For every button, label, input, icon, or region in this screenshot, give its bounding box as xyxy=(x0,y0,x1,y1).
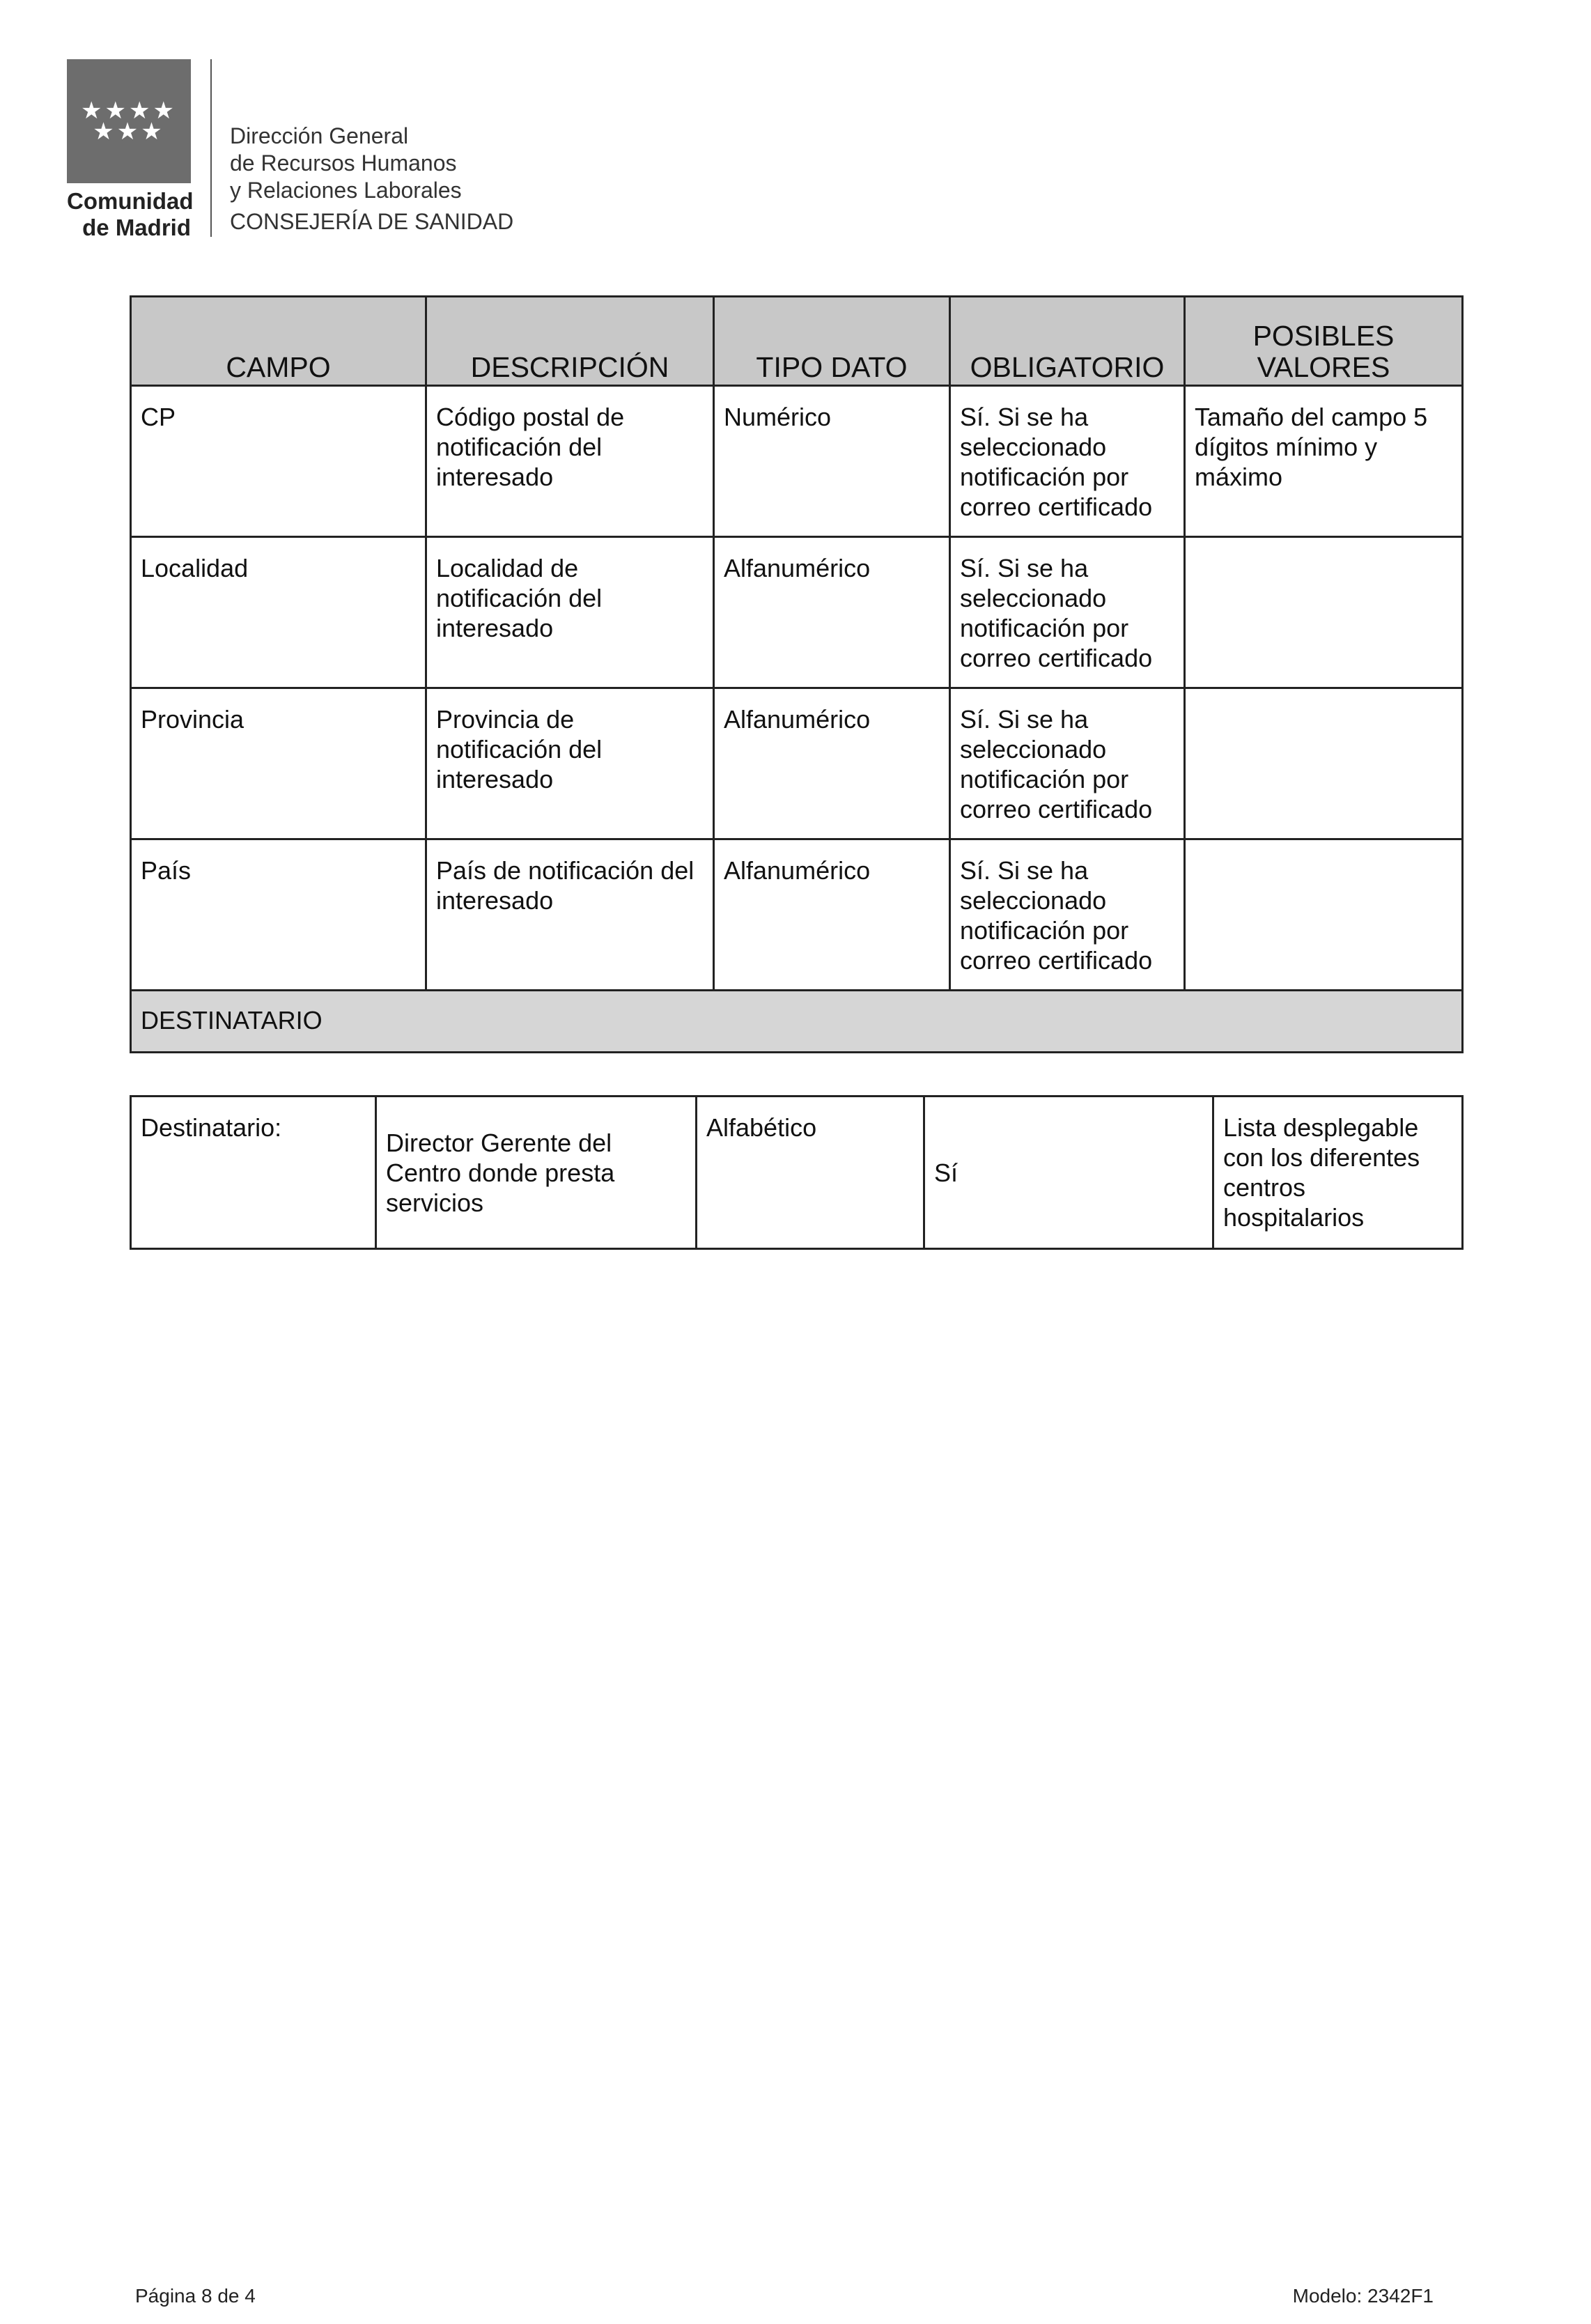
header-divider xyxy=(210,59,212,237)
org-name xyxy=(67,188,194,241)
cell-descripcion: País de notificación del interesado xyxy=(426,839,714,991)
cell-campo: CP xyxy=(131,386,426,537)
cell-tipo: Alfanumérico xyxy=(714,537,950,688)
table-row xyxy=(131,537,1463,688)
section-label: DESTINATARIO xyxy=(131,991,1463,1053)
field-spec-table xyxy=(130,295,1464,1053)
cell-valores: Lista desplegable con los diferentes centros hospitalarios xyxy=(1213,1097,1463,1249)
org-name-line1: Comunidad xyxy=(67,188,194,214)
column-header-obligatorio: OBLIGATORIO xyxy=(950,297,1185,386)
cell-valores xyxy=(1185,537,1463,688)
cell-descripcion: Provincia de notificación del interesado xyxy=(426,688,714,839)
stars-icon-bottom: ★★★ xyxy=(93,118,165,145)
section-row-destinatario xyxy=(131,991,1463,1053)
cell-descripcion: Director Gerente del Centro donde presta servicios xyxy=(376,1097,697,1249)
cell-tipo: Numérico xyxy=(714,386,950,537)
cell-valores xyxy=(1185,688,1463,839)
table-row xyxy=(131,688,1463,839)
destinatario-table xyxy=(130,1095,1464,1250)
cell-obligatorio: Sí. Si se ha seleccionado notificación por correo certificado xyxy=(950,688,1185,839)
cell-valores: Tamaño del campo 5 dígitos mínimo y máximo xyxy=(1185,386,1463,537)
table-row xyxy=(131,1097,1463,1249)
column-header-tipo-dato: TIPO DATO xyxy=(714,297,950,386)
cell-descripcion: Código postal de notificación del interesado xyxy=(426,386,714,537)
table-header-row xyxy=(131,297,1463,386)
page-number: Página 8 de 4 xyxy=(135,2285,256,2307)
table-row xyxy=(131,839,1463,991)
column-header-posibles-valores: POSIBLES VALORES xyxy=(1185,297,1463,386)
cell-obligatorio: Sí. Si se ha seleccionado notificación por correo certificado xyxy=(950,537,1185,688)
department-block xyxy=(230,123,513,235)
comunidad-madrid-logo xyxy=(67,59,191,183)
column-header-descripcion: DESCRIPCIÓN xyxy=(426,297,714,386)
consejeria-label: CONSEJERÍA DE SANIDAD xyxy=(230,209,514,234)
cell-campo: País xyxy=(131,839,426,991)
dept-line1: Dirección General xyxy=(230,123,409,148)
cell-tipo: Alfanumérico xyxy=(714,688,950,839)
table-row xyxy=(131,386,1463,537)
org-name-line2: de Madrid xyxy=(82,215,191,240)
cell-valores xyxy=(1185,839,1463,991)
dept-line3: y Relaciones Laborales xyxy=(230,178,462,203)
cell-tipo: Alfabético xyxy=(697,1097,924,1249)
cell-obligatorio: Sí xyxy=(924,1097,1213,1249)
cell-campo: Destinatario: xyxy=(131,1097,376,1249)
cell-campo: Provincia xyxy=(131,688,426,839)
cell-obligatorio: Sí. Si se ha seleccionado notificación por correo certificado xyxy=(950,386,1185,537)
cell-campo: Localidad xyxy=(131,537,426,688)
cell-obligatorio: Sí. Si se ha seleccionado notificación por correo certificado xyxy=(950,839,1185,991)
model-number: Modelo: 2342F1 xyxy=(1292,2285,1434,2307)
cell-descripcion: Localidad de notificación del interesado xyxy=(426,537,714,688)
dept-line2: de Recursos Humanos xyxy=(230,150,457,176)
stars-icon-top: ★★★★ xyxy=(81,98,177,124)
cell-tipo: Alfanumérico xyxy=(714,839,950,991)
column-header-campo: CAMPO xyxy=(131,297,426,386)
